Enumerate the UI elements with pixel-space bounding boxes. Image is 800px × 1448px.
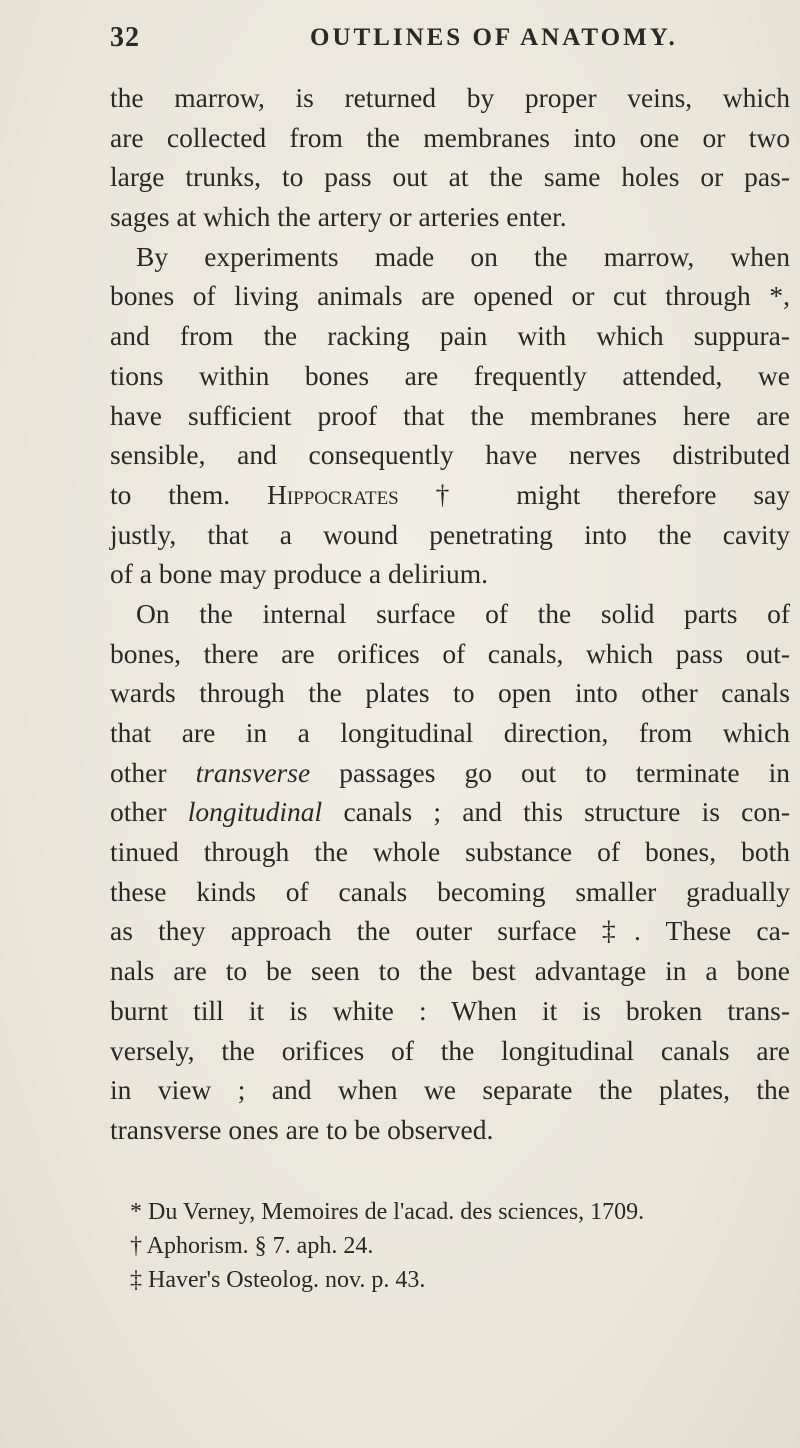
footnotes <box>130 1195 730 1297</box>
footnote-marker-dagger: † <box>435 478 480 510</box>
text-fragment: to them. <box>110 478 231 510</box>
text-line: bones, there are orifices of canals, which pass out- <box>110 637 790 669</box>
text-line: nals are to be seen to the best advantage in a bone <box>110 955 790 987</box>
text-fragment: passages go out to terminate in <box>339 756 791 788</box>
text-line: sages at which the artery or arteries enter. <box>110 201 567 233</box>
text-fragment: canals ; and this structure is con- <box>343 796 791 828</box>
text-line: in view ; and when we separate the plates, the <box>110 1074 790 1106</box>
text-line: versely, the orifices of the longitudinal canals are <box>110 1034 790 1066</box>
text-line: are collected from the membranes into one or two <box>110 121 790 153</box>
footnote: ‡ Haver's Osteolog. nov. p. 43. <box>130 1267 426 1293</box>
body-text <box>110 78 790 1150</box>
text-line: justly, that a wound penetrating into the cavity <box>110 518 790 550</box>
page-header <box>110 22 730 62</box>
text-line: tions within bones are frequently attended, we <box>110 359 790 391</box>
page-number: 32 <box>110 22 140 53</box>
text-line: bones of living animals are opened or cut through *, <box>110 280 790 312</box>
italic-term: transverse <box>195 756 311 788</box>
text-line: these kinds of canals becoming smaller gradually <box>110 875 790 907</box>
text-line: the marrow, is returned by proper veins, which <box>110 82 790 113</box>
footnote: † Aphorism. § 7. aph. 24. <box>130 1233 374 1259</box>
text-line: By experiments made on the marrow, when <box>136 240 790 272</box>
text-line <box>110 475 790 515</box>
text-line <box>110 792 790 832</box>
text-fragment: might therefore say <box>516 478 790 510</box>
text-line: sensible, and consequently have nerves distributed <box>110 439 790 471</box>
text-fragment: other <box>110 796 167 828</box>
text-line: burnt till it is white : When it is broken trans- <box>110 994 790 1026</box>
text-line <box>110 753 790 793</box>
text-line: tinued through the whole substance of bones, both <box>110 836 790 868</box>
text-line: On the internal surface of the solid parts of <box>136 597 790 629</box>
footnote: * Du Verney, Memoires de l'acad. des sciences, 1709. <box>130 1199 645 1225</box>
running-head: OUTLINES OF ANATOMY. <box>310 24 678 51</box>
text-line: transverse ones are to be observed. <box>110 1113 494 1145</box>
text-line: and from the racking pain with which suppura- <box>110 320 790 352</box>
author-name-hippocrates: Hippocrates <box>266 478 399 510</box>
text-line: wards through the plates to open into other canals <box>110 677 790 709</box>
text-line: as they approach the outer surface ‡. These ca- <box>110 915 790 947</box>
text-line: large trunks, to pass out at the same holes or pas- <box>110 161 790 193</box>
italic-term: longitudinal <box>187 796 323 828</box>
text-line: of a bone may produce a delirium. <box>110 558 488 590</box>
text-fragment: other <box>110 756 167 788</box>
text-line: have sufficient proof that the membranes here are <box>110 399 790 431</box>
text-line: that are in a longitudinal direction, from which <box>110 717 790 748</box>
